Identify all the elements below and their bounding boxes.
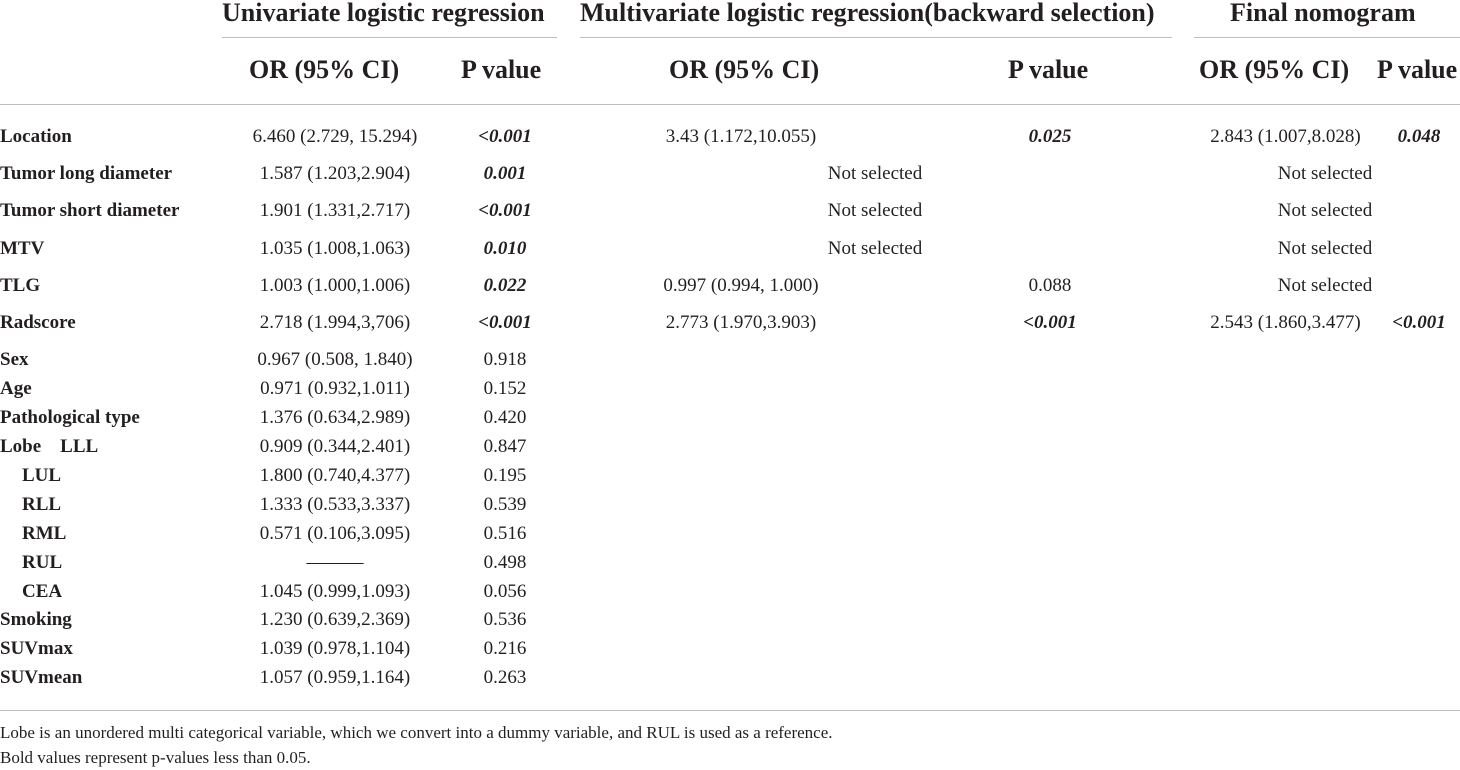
- multi-or-cell: 0.997 (0.994, 1.000): [663, 275, 819, 296]
- uni-or-cell: 1.376 (0.634,2.989): [259, 407, 411, 428]
- multi-or-cell: 2.773 (1.970,3.903): [665, 312, 817, 333]
- uni-or-cell: 1.035 (1.008,1.063): [259, 238, 411, 259]
- final-p-cell: 0.048: [1397, 126, 1441, 147]
- multi-p-cell: 0.088: [1028, 275, 1072, 296]
- multi-not-selected: Not selected: [827, 163, 923, 184]
- uni-p-cell: 0.001: [483, 163, 527, 184]
- univariate-underline: [222, 37, 557, 38]
- uni-or-cell: 1.333 (0.533,3.337): [259, 494, 411, 515]
- uni-or-cell: 1.045 (0.999,1.093): [259, 581, 411, 602]
- final-not-selected: Not selected: [1277, 238, 1373, 259]
- row-label: RLL: [22, 494, 62, 515]
- row-label: Smoking: [0, 609, 72, 630]
- uni-or-cell: 1.003 (1.000,1.006): [259, 275, 411, 296]
- multi-p-cell: 0.025: [1028, 126, 1072, 147]
- uni-p-cell: 0.420: [483, 407, 527, 428]
- final-or-header: OR (95% CI): [1199, 55, 1350, 84]
- uni-p-header: P value: [461, 55, 542, 84]
- uni-or-cell: 0.967 (0.508, 1.840): [257, 349, 413, 370]
- row-label: Age: [0, 378, 32, 399]
- final-not-selected: Not selected: [1277, 163, 1373, 184]
- uni-p-cell: <0.001: [478, 312, 532, 333]
- uni-p-cell: 0.498: [483, 552, 527, 573]
- uni-p-cell: 0.022: [483, 275, 527, 296]
- multi-p-header: P value: [1008, 55, 1089, 84]
- row-label: RUL: [22, 552, 63, 573]
- uni-or-cell: 2.718 (1.994,3,706): [259, 312, 411, 333]
- row-label: Tumor long diameter: [0, 163, 173, 184]
- row-label: Tumor short diameter: [0, 200, 180, 221]
- uni-or-cell: 0.971 (0.932,1.011): [260, 378, 410, 399]
- uni-p-cell: 0.216: [483, 638, 527, 659]
- uni-p-cell: 0.056: [483, 581, 527, 602]
- bottom-rule: [0, 710, 1460, 711]
- final-or-cell: 2.843 (1.007,8.028): [1210, 126, 1361, 147]
- uni-or-cell: 1.230 (0.639,2.369): [259, 609, 411, 630]
- univariate-group-title: Univariate logistic regression: [222, 0, 545, 27]
- uni-or-cell: 1.057 (0.959,1.164): [259, 667, 411, 688]
- final-p-header: P value: [1377, 55, 1458, 84]
- uni-p-cell: 0.847: [483, 436, 527, 457]
- row-label: Location: [0, 126, 72, 147]
- row-label: CEA: [22, 581, 63, 602]
- row-label: Radscore: [0, 312, 76, 333]
- uni-p-cell: 0.536: [483, 609, 527, 630]
- multi-not-selected: Not selected: [827, 238, 923, 259]
- uni-p-cell: 0.152: [483, 378, 527, 399]
- row-label: Sex: [0, 349, 29, 370]
- uni-or-cell: 6.460 (2.729, 15.294): [252, 126, 418, 147]
- uni-p-cell: 0.539: [483, 494, 527, 515]
- final-not-selected: Not selected: [1277, 275, 1373, 296]
- multivariate-underline: [580, 37, 1172, 38]
- uni-p-cell: 0.516: [483, 523, 527, 544]
- uni-p-cell: 0.918: [483, 349, 527, 370]
- uni-or-cell: 0.909 (0.344,2.401): [259, 436, 411, 457]
- row-label: SUVmean: [0, 667, 83, 688]
- uni-or-cell: 1.901 (1.331,2.717): [259, 200, 411, 221]
- uni-or-cell: 1.587 (1.203,2.904): [259, 163, 411, 184]
- multi-not-selected: Not selected: [827, 200, 923, 221]
- row-label: MTV: [0, 238, 45, 259]
- final-underline: [1194, 37, 1460, 38]
- multivariate-group-title: Multivariate logistic regression(backward selection): [580, 0, 1155, 27]
- footnote-bold: Bold values represent p-values less than 0.05.: [0, 748, 311, 767]
- uni-or-cell: 0.571 (0.106,3.095): [259, 523, 411, 544]
- multi-p-cell: <0.001: [1023, 312, 1077, 333]
- uni-p-cell: 0.263: [483, 667, 527, 688]
- header-rule: [0, 104, 1460, 105]
- row-label: SUVmax: [0, 638, 73, 659]
- final-p-cell: <0.001: [1392, 312, 1446, 333]
- final-group-title: Final nomogram: [1230, 0, 1416, 27]
- uni-or-cell: 1.039 (0.978,1.104): [259, 638, 411, 659]
- row-label: Lobe LLL: [0, 436, 99, 457]
- uni-p-cell: 0.195: [483, 465, 527, 486]
- uni-p-cell: 0.010: [483, 238, 527, 259]
- row-label: LUL: [22, 465, 62, 486]
- uni-or-header: OR (95% CI): [249, 55, 400, 84]
- uni-or-cell: ———: [306, 552, 364, 573]
- final-or-cell: 2.543 (1.860,3.477): [1210, 312, 1361, 333]
- uni-p-cell: <0.001: [478, 200, 532, 221]
- final-not-selected: Not selected: [1277, 200, 1373, 221]
- row-label: TLG: [0, 275, 41, 296]
- footnote-lobe: Lobe is an unordered multi categorical variable, which we convert into a dummy variable, and RUL is used as a reference.: [0, 723, 833, 742]
- row-label: RML: [22, 523, 67, 544]
- multi-or-cell: 3.43 (1.172,10.055): [665, 126, 817, 147]
- uni-or-cell: 1.800 (0.740,4.377): [259, 465, 411, 486]
- uni-p-cell: <0.001: [478, 126, 532, 147]
- multi-or-header: OR (95% CI): [669, 55, 820, 84]
- row-label: Pathological type: [0, 407, 140, 428]
